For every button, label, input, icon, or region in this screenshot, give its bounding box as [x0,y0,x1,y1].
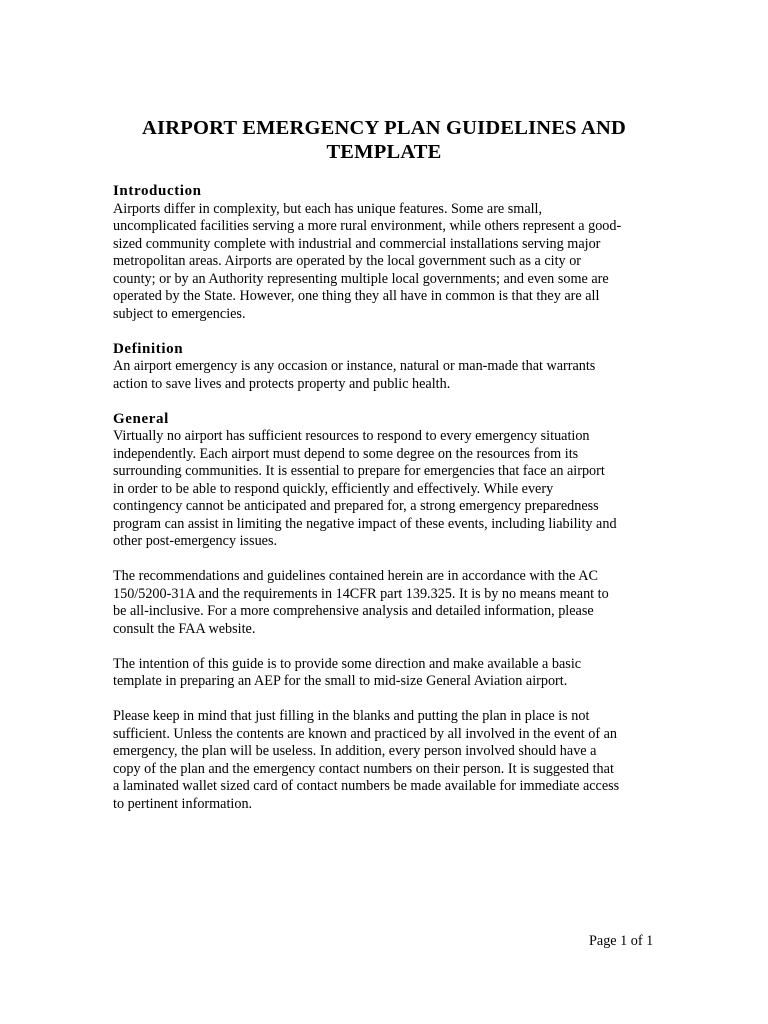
paragraph-spacer [113,691,673,709]
text-line: An airport emergency is any occasion or instance, natural or man-made that warrants [113,358,596,374]
paragraph [113,568,673,638]
page-number: Page 1 of 1 [589,933,654,949]
paragraph-spacer [113,551,673,569]
text-line: The intention of this guide is to provide some direction and make available a basic [113,655,582,672]
text-line: sufficient. Unless the contents are known and practiced by all involved in the event of an [113,725,618,742]
paragraph [113,358,673,393]
paragraph-spacer [113,638,673,656]
text-line: emergency, the plan will be useless. In addition, every person involved should have a [113,743,597,759]
text-line: operated by the State. However, one thing they all have in common is that they are all [113,288,600,304]
paragraph [113,656,673,691]
text-line: The recommendations and guidelines contained herein are in accordance with the AC [113,568,598,584]
text-line: program can assist in limiting the negative impact of these events, including liability and [113,515,617,532]
text-line: surrounding communities. It is essential to prepare for emergencies that face an airport [113,463,605,479]
document-body [113,183,673,813]
text-line: metropolitan areas. Airports are operated by the local government such as a city or [113,253,582,269]
text-line: Virtually no airport has sufficient resources to respond to every emergency situation [113,428,590,444]
section-introduction [113,183,673,323]
document-title [110,116,658,164]
section-definition [113,341,673,394]
text-line: other post-emergency issues. [113,533,278,549]
text-line: Please keep in mind that just filling in the blanks and putting the plan in place is not [113,708,590,724]
title-line: AIRPORT EMERGENCY PLAN GUIDELINES AND [142,117,626,139]
text-line: independently. Each airport must depend to some degree on the resources from its [113,445,579,462]
paragraph [113,428,673,551]
text-line: uncomplicated facilities serving a more rural environment, while others represent a good- [113,218,622,234]
paragraph [113,201,673,324]
text-line: a laminated wallet sized card of contact numbers be made available for immediate access [113,778,620,794]
text-line: template in preparing an AEP for the small to mid-size General Aviation airport. [113,673,568,689]
text-line: to pertinent information. [113,795,253,812]
text-line: 150/5200-31A and the requirements in 14CFR part 139.325. It is by no means meant to [113,585,609,602]
section-spacer [113,393,673,411]
section-heading: Definition [113,340,184,357]
paragraph [113,708,673,813]
section-heading: Introduction [113,183,202,199]
section-general [113,411,673,814]
text-line: be all-inclusive. For a more comprehensive analysis and detailed information, please [113,603,594,619]
text-line: consult the FAA website. [113,620,256,637]
text-line: county; or by an Authority representing multiple local governments; and even some are [113,270,609,287]
text-line: subject to emergencies. [113,305,246,322]
section-heading: General [113,410,169,427]
text-line: action to save lives and protects property and public health. [113,375,451,392]
section-spacer [113,323,673,341]
text-line: in order to be able to respond quickly, efficiently and effectively. While every [113,480,554,497]
text-line: contingency cannot be anticipated and prepared for, a strong emergency preparedness [113,498,599,514]
title-line: TEMPLATE [326,141,442,163]
text-line: Airports differ in complexity, but each has unique features. Some are small, [113,200,543,217]
text-line: copy of the plan and the emergency contact numbers on their person. It is suggested that [113,760,614,777]
text-line: sized community complete with industrial and commercial installations serving major [113,235,601,252]
